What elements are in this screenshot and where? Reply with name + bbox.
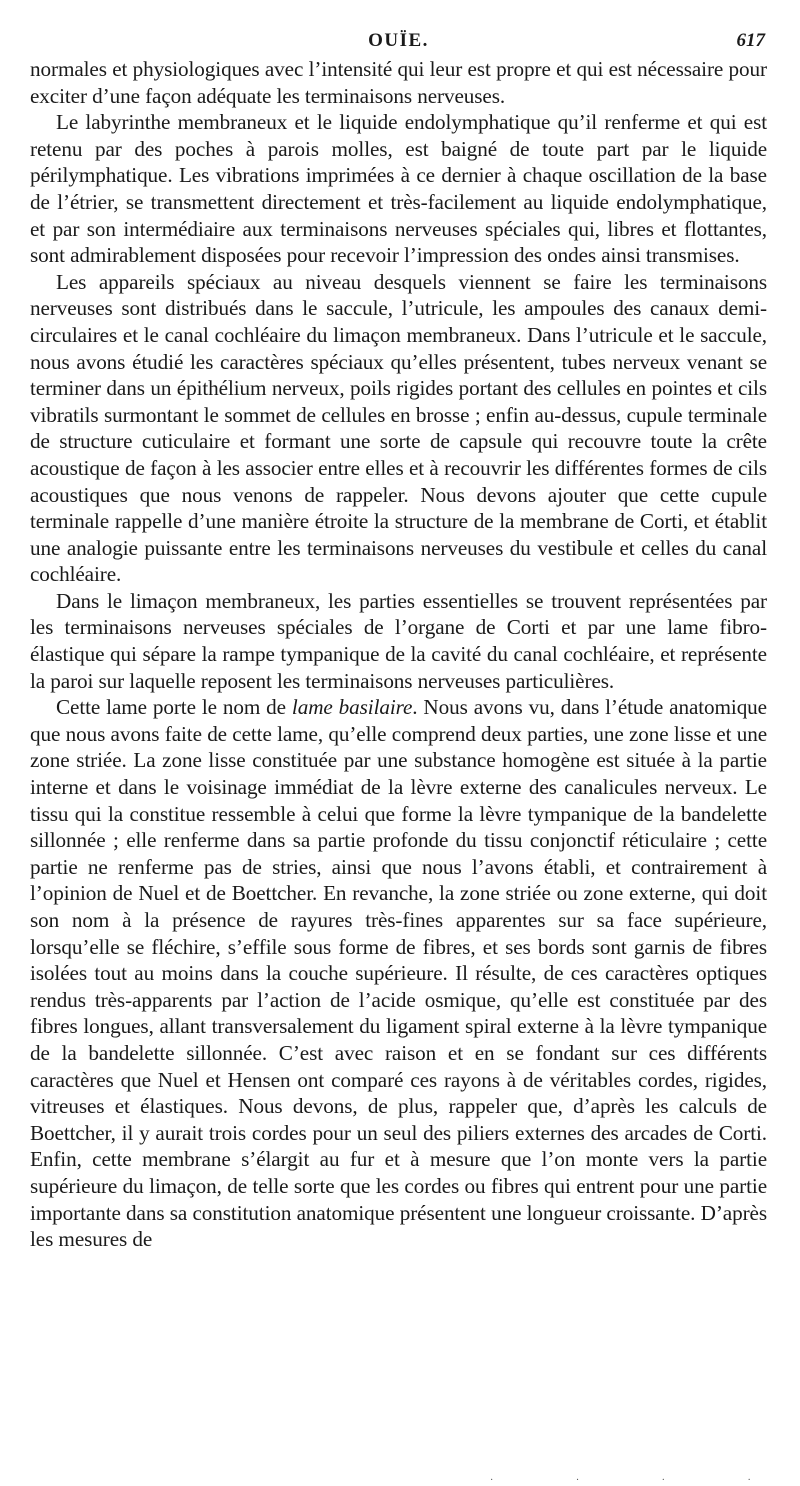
running-title: OUÏE.: [368, 30, 429, 51]
term-lame-basilaire: lame basilaire: [291, 695, 413, 720]
paragraph-limacon: Dans le limaçon membraneux, les parties essentielles se trouvent représentées par les terminaisons nerveuses spéciales de l’organe de Corti et par une lame fibro-élastique qui sépare la rampe tympanique de la cavité du canal cochléaire, et représente la paroi sur laquelle reposent les terminaisons nerveuses particulières.: [30, 588, 767, 693]
print-marks: · · · ·: [490, 1475, 791, 1486]
page-number: 617: [736, 30, 765, 51]
paragraph-lame-basilaire-rest: . Nous avons vu, dans l’étude anatomique que nous avons faite de cette lame, qu’elle comprend deux parties, une zone lisse et une zone striée. La zone lisse constituée par une substance homogène est située à la partie interne et dans le voisinage immédiat de la lèvre externe des canalicules nerveux. Le tissu qui la constitue ressemble à celui que forme la lèvre tympanique de la bandelette sillonnée ; elle renferme dans sa partie profonde du tissu conjonctif réticulaire ; cette partie ne renferme pas de stries, ainsi que nous l’avons établi, et contrairement à l’opinion de Nuel et de Boettcher. En revanche, la zone striée ou zone externe, qui doit son nom à la présence de rayures très-fines apparentes sur sa face supérieure, lorsqu’elle se fléchire, s’effile sous forme de fibres, et ses bords sont garnis de fibres isolées tout au moins dans la couche supérieure. Il résulte, de ces caractères optiques rendus très-apparents par l’action de l’acide osmique, qu’elle est constituée par des fibres longues, allant transversalement du ligament spiral externe à la lèvre tympanique de la bandelette sillonnée. C’est avec raison et en se fondant sur ces différents caractères que Nuel et Hensen ont comparé ces rayons à de véritables cordes, rigides, vitreuses et élastiques. Nous devons, de plus, rappeler que, d’après les calculs de Boettcher, il y aurait trois cordes pour un seul des piliers externes des arcades de Corti. Enfin, cette membrane s’élargit au fur et à mesure que l’on monte vers la partie supérieure du limaçon, de telle sorte que les cordes ou fibres qui entrent pour une partie importante dans sa constitution anatomique présentent une longueur croissante. D’après les mesures de: [30, 695, 767, 1252]
paragraph-continued: normales et physiologiques avec l’intensité qui leur est propre et qui est nécessaire pour exciter d’une façon adéquate les terminaisons nerveuses.: [30, 57, 767, 108]
paragraph-lame-basilaire-start: Cette lame porte le nom de: [56, 695, 292, 720]
paragraph-labyrinthe: Le labyrinthe membraneux et le liquide endolymphatique qu’il renferme et qui est retenu par des poches à parois molles, est baigné de toute part par le liquide périlymphatique. Les vibrations imprimées à ce dernier à chaque oscillation de la base de l’étrier, se transmettent directement et très-facilement au liquide endolymphatique, et par son intermédiaire aux terminaisons nerveuses spéciales qui, libres et flottantes, sont admirablement disposées pour recevoir l’impression des ondes ainsi transmises.: [30, 110, 767, 268]
page-header: [30, 26, 767, 56]
book-page: [30, 26, 767, 1253]
body-text: [30, 56, 767, 1253]
paragraph-appareils: Les appareils spéciaux au niveau desquels viennent se faire les terminaisons nerveuses sont distribués dans le saccule, l’utricule, les ampoules des canaux demi-circulaires et le canal cochléaire du limaçon membraneux. Dans l’utricule et le saccule, nous avons étudié les caractères spéciaux qu’elles présentent, tubes nerveux venant se terminer dans un épithélium nerveux, poils rigides portant des cellules en pointes et cils vibratils surmontant le sommet de cellules en brosse ; enfin au-dessus, cupule terminale de structure cuticulaire et formant une sorte de capsule qui recouvre toute la crête acoustique de façon à les associer entre elles et à recouvrir les différentes formes de cils acoustiques que nous venons de rappeler. Nous devons ajouter que cette cupule terminale rappelle d’une manière étroite la structure de la membrane de Corti, et établit une analogie puissante entre les terminaisons nerveuses du vestibule et celles du canal cochléaire.: [30, 269, 767, 587]
paragraph-lame-basilaire: [30, 694, 767, 1252]
